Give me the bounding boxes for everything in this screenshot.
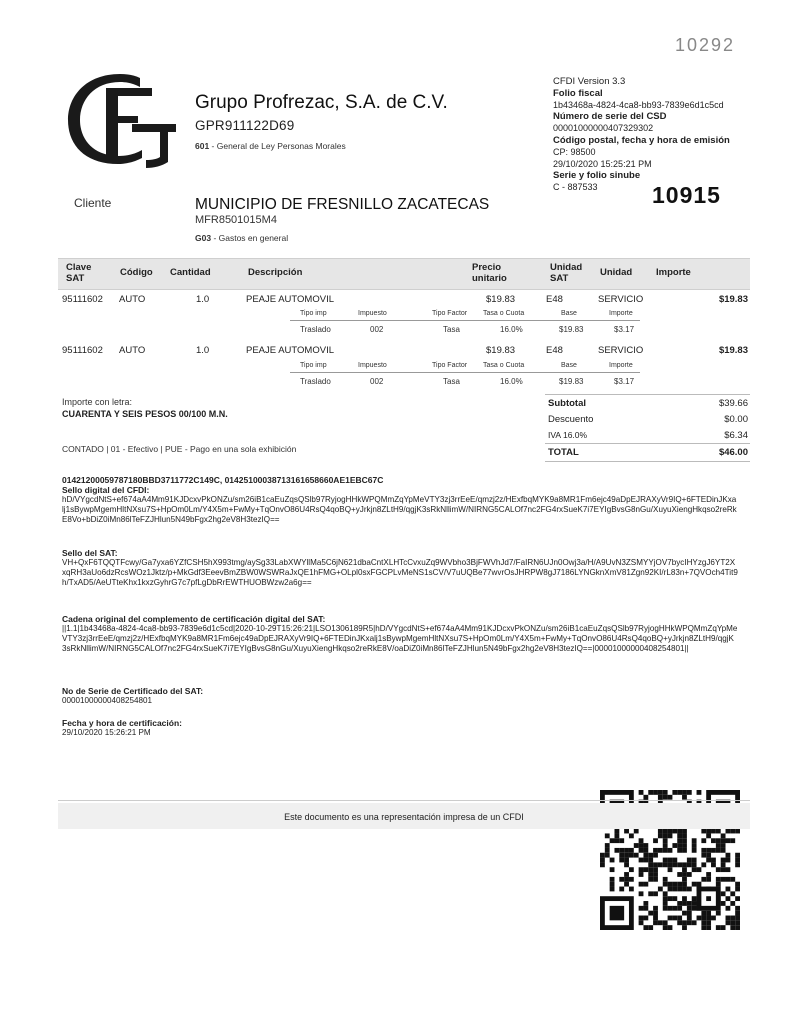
company-name: Grupo Profrezac, S.A. de C.V. (195, 92, 448, 113)
tax-divider (290, 320, 640, 321)
item-unidad: SERVICIO (598, 345, 644, 356)
footer-text: Este documento es una representación impresa de un CFDI (284, 812, 524, 822)
tax-importe: $3.17 (614, 325, 635, 334)
fecha-cert: 29/10/2020 15:26:21 PM (62, 728, 151, 738)
tax-header-tasa-cuota: Tasa o Cuota (483, 310, 525, 317)
cfdi-version: CFDI Version 3.3 (553, 76, 626, 87)
no-serie-sat: 00001000000408254801 (62, 696, 153, 706)
cp-value: CP: 98500 (553, 146, 596, 157)
tax-impuesto: 002 (370, 377, 384, 386)
item-unidad-sat: E48 (546, 345, 563, 356)
item-precio-unitario: $19.83 (486, 345, 516, 356)
regime-desc: - General de Ley Personas Morales (209, 141, 346, 151)
item-importe: $19.83 (718, 345, 748, 356)
descuento-label: Descuento (548, 414, 594, 425)
header-unidad-sat: Unidad SAT (550, 262, 583, 284)
header-codigo: Código (120, 267, 153, 278)
fecha-cert-label: Fecha y hora de certificación: (62, 718, 182, 728)
item-clave-sat: 95111602 (62, 345, 103, 356)
item-cantidad: 1.0 (196, 294, 210, 305)
header-unidad: Unidad (600, 267, 633, 278)
tax-tasa-cuota: 16.0% (500, 325, 523, 334)
certificate-ids: 01421200059787180BBD3711772C149C, 01425100038713161658660AE1EBC67C (62, 475, 384, 485)
sello-sat: VH+QxF6TQQTFcwy/Ga7yxa6YZfCSH5hX993tmg/aySg33LabXWYllMa5C6jN621dbaCntXLHTcCvxuZq9WVbho3BjFWVhJd7/FaIRN6UJn0Owj3a/H/A9UvN3ZSMYYjOV7bycIHYzgJ6YT2XxqRH3aUo6dzRcsWOz1Jktz/p+MkGdf3EeevBmZBW0WSWRaJxQE1hFMG+OLpl0sxFGCPLvMeNS1sCV/V7uUQBe77wvrOsJHRPW8gJ7186LYNGknXmV81Zgn92KI/rL83n+7QVOch4Tit9h/TxAD5/AeUTteKhx1kxzGyhrG7c7pfLgDbRrEWTHUOBWzw2a6g== (62, 558, 738, 588)
header-precio-unitario: Precio unitario (472, 262, 507, 284)
header-clave-sat: Clave SAT (66, 262, 92, 284)
totals-divider (545, 394, 750, 395)
subtotal-value: $39.66 (718, 398, 748, 409)
client-cfdi-use (195, 233, 288, 243)
company-logo (62, 68, 182, 170)
item-codigo: AUTO (119, 294, 146, 305)
totals-divider (545, 443, 750, 444)
tax-importe: $3.17 (614, 377, 635, 386)
tax-base: $19.83 (559, 377, 584, 386)
item-codigo: AUTO (119, 345, 146, 356)
items-table-header (58, 258, 750, 290)
tax-tipo-imp: Traslado (300, 325, 331, 334)
importe-letra: CUARENTA Y SEIS PESOS 00/100 M.N. (62, 409, 228, 419)
payment-info: CONTADO | 01 - Efectivo | PUE - Pago en una sola exhibición (62, 444, 297, 454)
tax-header-impuesto: Impuesto (358, 310, 387, 317)
header-importe: Importe (656, 267, 691, 278)
tax-tipo-factor: Tasa (443, 377, 460, 386)
serie-sat-section (62, 686, 542, 706)
tax-header-impuesto: Impuesto (358, 362, 387, 369)
item-unidad-sat: E48 (546, 294, 563, 305)
total-value: $46.00 (718, 447, 748, 458)
tax-header-tipo-imp: Tipo imp (300, 310, 327, 317)
total-label: TOTAL (548, 447, 579, 458)
tax-header-importe: Importe (609, 362, 633, 369)
use-desc: - Gastos en general (211, 233, 289, 243)
company-rfc: GPR911122D69 (195, 118, 295, 133)
stamp-number: 10292 (675, 35, 736, 55)
tax-header-base: Base (561, 362, 577, 369)
company-regime (195, 141, 346, 151)
cadena-label: Cadena original del complemento de certificación digital del SAT: (62, 614, 326, 624)
item-clave-sat: 95111602 (62, 294, 103, 305)
folio-fiscal: 1b43468a-4824-4ca8-bb93-7839e6d1c5cd (553, 99, 724, 110)
descuento-value: $0.00 (724, 414, 748, 425)
serie-csd-label: Número de serie del CSD (553, 111, 667, 123)
client-label: Cliente (74, 196, 112, 210)
importe-letra-label: Importe con letra: (62, 397, 133, 407)
fecha-cert-section (62, 718, 542, 738)
item-descripcion: PEAJE AUTOMOVIL (246, 294, 334, 305)
sello-cfdi-label: Sello digital del CFDI: (62, 485, 150, 496)
sello-cfdi-section (62, 475, 738, 525)
item-cantidad: 1.0 (196, 345, 210, 356)
totals-divider (545, 461, 750, 462)
tax-header-base: Base (561, 310, 577, 317)
tax-base: $19.83 (559, 325, 584, 334)
iva-label: IVA 16.0% (548, 430, 588, 440)
handwritten-number: 10915 (652, 182, 721, 208)
tax-header-importe: Importe (609, 310, 633, 317)
cp-label: Código postal, fecha y hora de emisión (553, 134, 730, 146)
fecha-emision: 29/10/2020 15:25:21 PM (553, 158, 652, 169)
use-code: G03 (195, 233, 212, 243)
client-rfc: MFR8501015M4 (195, 214, 277, 226)
cfdi-info (553, 76, 773, 194)
tax-header-tipo-imp: Tipo imp (300, 362, 327, 369)
sello-sat-section (62, 548, 738, 588)
header-descripcion: Descripción (248, 267, 303, 278)
no-serie-sat-label: No de Serie de Certificado del SAT: (62, 686, 204, 696)
serie-folio-label: Serie y folio sinube (553, 170, 641, 182)
item-descripcion: PEAJE AUTOMOVIL (246, 345, 334, 356)
tax-tipo-factor: Tasa (443, 325, 460, 334)
tax-tipo-imp: Traslado (300, 377, 331, 386)
header-cantidad: Cantidad (170, 267, 211, 278)
iva-value: $6.34 (724, 430, 748, 441)
sello-sat-label: Sello del SAT: (62, 548, 118, 558)
cadena-section (62, 614, 738, 654)
tax-impuesto: 002 (370, 325, 384, 334)
tax-header-tasa-cuota: Tasa o Cuota (483, 362, 525, 369)
folio-fiscal-label: Folio fiscal (553, 87, 603, 99)
tax-header-tipo-factor: Tipo Factor (432, 362, 468, 369)
serie-folio: C - 887533 (553, 182, 598, 193)
item-importe: $19.83 (718, 294, 748, 305)
cadena-original: ||1.1|1b43468a-4824-4ca8-bb93-7839e6d1c5cd|2020-10-29T15:26:21|LSO1306189R5|hD/VYgcdNtS+ef674aA4Mm91KJDcxvPkONZu/sm26iB1caEuZqsQSlb97RyjogHHkWPQMmZqYpMeVTY3zj3rrEeE/qmzj2z/HExfbqMYK9a8MR1Fm6ejc49aDpEJRAXyVr9IQ+6FTEDinJKxalj1sBywpMgemHltNXsu7S+HpOm0Lm/Y4X5m+FwMy+TqOnvO86U4RsQ4qoBQ+yJrkjn8ZLtH9/qgjK3sRkNllimW/NIRNG5CALOf7nc2FG4rxSueK7i7EYIgBvsG8nGu/XuyuXiengHkqso2reRkE8V/oaDiZ0iMn86lTeFZJHlun5N49bFgx2hg2eV8H3tezIQ==|00001000000408254801|| (62, 624, 738, 654)
item-precio-unitario: $19.83 (486, 294, 516, 305)
serie-csd: 00001000000407329302 (553, 123, 654, 134)
tax-divider (290, 372, 640, 373)
tax-header-tipo-factor: Tipo Factor (432, 310, 468, 317)
sello-cfdi: hD/VYgcdNtS+ef674aA4Mm91KJDcxvPkONZu/sm26iB1caEuZqsQSlb97RyjogHHkWPQMmZqYpMeVTY3zj3rrEeE/qmzj2z/HExfbqMYK9a8MR1Fm6ejc49aDpEJRAXyVr9IQ+6FTEDinJKxalj1sBywpMgemHltNXsu7S+HpOm0Lm/Y4X5m+FwMy+TqOnvO86U4RsQ4qoBQ+yJrkjn8ZLtH9/qgjK3sRkNllimW/NIRNG5CALOf7nc2FG4rxSueK7i7EYIgBvsG8nGu/XuyuXiengHkqso2reRkE8Vo+bDiZ0iMn86lTeFZJHlun5N49bFgx2hg2eV8H3tezIQ== (62, 495, 737, 525)
tax-tasa-cuota: 16.0% (500, 377, 523, 386)
client-name: MUNICIPIO DE FRESNILLO ZACATECAS (195, 196, 490, 213)
regime-code: 601 (195, 141, 210, 151)
item-unidad: SERVICIO (598, 294, 644, 305)
footer-divider (58, 800, 750, 801)
subtotal-label: Subtotal (548, 398, 586, 409)
